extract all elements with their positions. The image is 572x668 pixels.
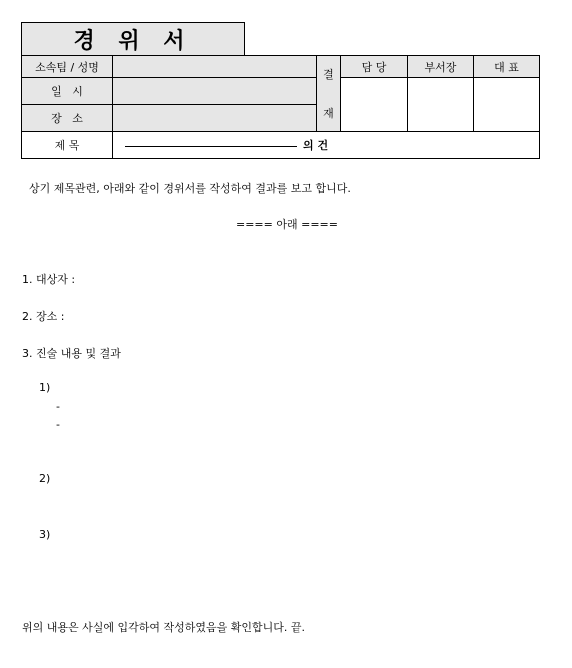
approver-header-staff: 담 당 xyxy=(341,56,408,78)
sub-item-3: 3) xyxy=(39,528,51,541)
approver-header-manager: 부서장 xyxy=(408,56,474,78)
closing-text: 위의 내용은 사실에 입각하여 작성하였음을 확인합니다. 끝. xyxy=(22,621,305,634)
subject-suffix: 의 건 xyxy=(303,139,329,152)
affiliation-label: 소속팀 / 성명 xyxy=(22,56,113,78)
approver-sign-ceo[interactable] xyxy=(474,78,540,132)
affiliation-field[interactable] xyxy=(113,56,317,78)
dash-2: - xyxy=(56,418,60,431)
date-field[interactable] xyxy=(113,78,317,105)
subject-label: 제 목 xyxy=(22,132,113,159)
subject-field[interactable] xyxy=(113,132,540,159)
dash-1: - xyxy=(56,400,60,413)
header-table xyxy=(21,55,540,159)
intro-text: 상기 제목관련, 아래와 같이 경위서를 작성하여 결과를 보고 합니다. xyxy=(29,182,351,195)
separator-text: ==== 아래 ==== xyxy=(236,218,338,231)
subject-blank-line[interactable] xyxy=(125,146,297,147)
place-label: 장 소 xyxy=(22,105,113,132)
approver-sign-manager[interactable] xyxy=(408,78,474,132)
sub-item-1: 1) xyxy=(39,381,51,394)
sub-item-2: 2) xyxy=(39,472,51,485)
item-2: 2. 장소 : xyxy=(22,310,65,323)
place-field[interactable] xyxy=(113,105,317,132)
approver-sign-staff[interactable] xyxy=(341,78,408,132)
item-3: 3. 진술 내용 및 결과 xyxy=(22,347,121,360)
approval-label-top: 결 xyxy=(323,67,334,81)
date-label: 일 시 xyxy=(22,78,113,105)
document-title: 경 위 서 xyxy=(21,22,245,55)
item-1: 1. 대상자 : xyxy=(22,273,76,286)
approval-label-bottom: 재 xyxy=(323,106,334,120)
approval-label xyxy=(317,56,341,132)
approver-header-ceo: 대 표 xyxy=(474,56,540,78)
